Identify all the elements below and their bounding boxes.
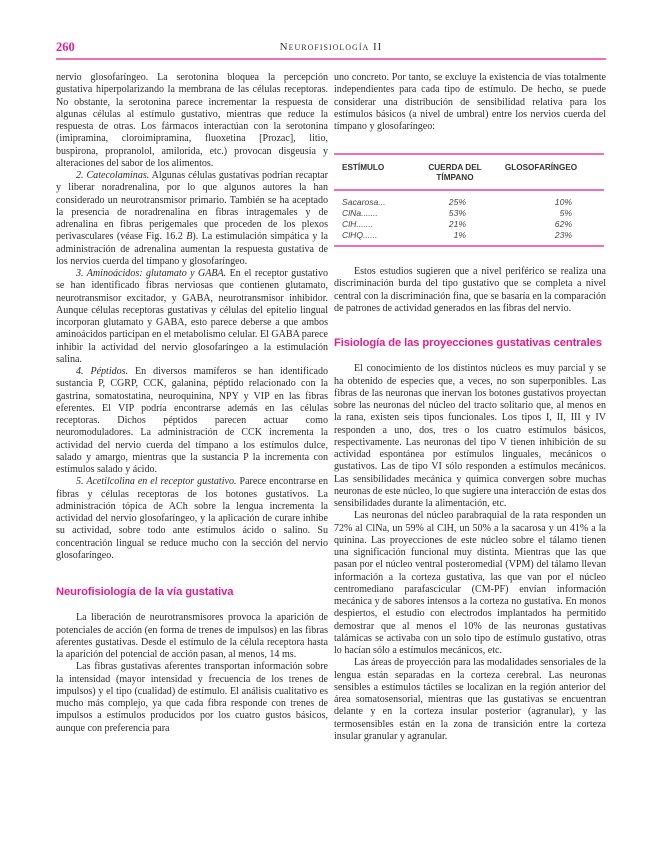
paragraph: Las fibras gustativas aferentes transportan información sobre la intensidad (mayor intensidad y frecuencia de los trenes de impulsos) y el tipo (cualidad) de estímulo. El análisis cualitativo es mucho más complejo, ya que cada fibra responde con trenes de impulsos a estímulos producidos por los cuatro gustos básicos, aunque con preferencia para <box>56 661 328 734</box>
paragraph-catecolaminas <box>56 170 328 268</box>
table-cell: 10% <box>554 197 572 207</box>
table-header <box>334 155 604 189</box>
right-column <box>334 72 606 133</box>
paragraph: Las neuronas del núcleo parabraquial de la rata responden un 72% al ClNa, un 59% al ClH, un 50% a la sacarosa y un 41% a la quinina. Las proyecciones de este núcleo sobre el tálamo tienen una significación funcional muy distinta. Mientras que las que pasan por el núcleo ventral posteromedial (VPM) del tálamo llevan información a la corteza gustativa, las que van por el núcleo centromediano parafascicular (CM-PF) envían información mecánica y de sabores intensos a la corteza no gustativa. En monos despiertos, el estudio con electrodos implantados ha permitido demostrar que al menos el 10% de las neuronas gustativas talámicas se activaba con un solo tipo de estímulo gustativo, otras lo hacían sólo a estímulos mecánicos, etc. <box>334 510 606 656</box>
column-header: ESTÍMULO <box>342 163 385 172</box>
table-cell: 21% <box>448 219 466 229</box>
page-header <box>56 40 606 58</box>
table-bottom-rule <box>334 245 604 247</box>
table-cell: 25% <box>448 197 466 207</box>
table-row <box>342 197 604 208</box>
paragraph: Estos estudios sugieren que a nivel periférico se realiza una discriminación burda del tipo gustativo que se completa a nivel central con la discriminación fina, que se basaría en la comparación de patrones de actividad generados en las fibras del nervio. <box>334 266 606 314</box>
table-cell: 23% <box>554 230 572 240</box>
paragraph-text: En el receptor gustativo se han identificado fibras nerviosas que contienen glutamato, neurotransmisor excitador, y GABA, neurotransmisor inhibidor. Aunque células receptoras gustativas y células del epitelio lingual incorporan glutamato y GABA, esto parece deberse a que ambos aminoácidos participan en el metabolismo celular. El GABA parece inhibir la actividad del nervio glosofaríngeo a la estimulación salina. <box>56 268 329 365</box>
table-row <box>342 230 604 241</box>
table-cell: ClH....... <box>342 219 374 229</box>
paragraph: nervio glosofaríngeo. La serotonina bloquea la percepción gustativa hiperpolarizando la membrana de las células receptoras. No obstante, la serotonina parece incrementar la respuesta de algunas células al estímulo gustativo, mientras que reduce la respuesta de otras. Los fármacos interactúan con la serotonina (imipramina, cloroimipramina, fluoxetina [Prozac], litio, buspirona, propranolol, amilorida, etc.) provocan disgeusia y alteraciones del sabor de los alimentos. <box>56 72 328 169</box>
paragraph: uno concreto. Por tanto, se excluye la existencia de vías totalmente independientes para cada tipo de estímulo. De hecho, se puede considerar una distribución de sensibilidad relativa para los estímulos básicos (a nivel de umbral) entre los nervios cuerda del tímpano y glosofaríngeo: <box>334 72 606 132</box>
column-header: GLOSOFARÍNGEO <box>504 163 578 172</box>
column-header: CUERDA DEL TÍMPANO <box>428 163 482 182</box>
sensitivity-table <box>334 153 604 247</box>
table-cell: ClHQ...... <box>342 230 378 240</box>
figure-ref: B <box>186 231 193 243</box>
paragraph-text: En diversos mamíferos se han identificado sustancia P, CGRP, CCK, galanina, péptido relacionado con la gastrina, somatostatina, neuroquinina, NPY y VIP en las fibras eferentes. El VIP podría encontrarse además en las células receptoras. Dichos péptidos parecen actuar como neuromoduladores. La administración de CCK incrementa la actividad del nervio cuerda del tímpano a los estímulos dulce, salado y amargo, mientras que la sustancia P la incrementa con estímulos salado y ácido. <box>56 366 328 475</box>
paragraph-acetilcolina <box>56 476 328 562</box>
section-heading-via-gustativa: Neurofisiología de la vía gustativa <box>56 586 234 598</box>
running-title: Neurofisiología II <box>279 41 383 53</box>
right-column-continued <box>334 266 606 743</box>
paragraph-text: ). La estimulación simpática y la administración de adrenalina aumentan la respuesta gustativa de los nervios cuerda del tímpano y glosofaríngeo. <box>56 231 328 267</box>
paragraph-peptidos <box>56 366 328 476</box>
paragraph-lead: 3. Aminoácidos: glutamato y GABA. <box>76 268 227 279</box>
paragraph-text: Parece encontrarse en fibras y células receptoras de los botones gustativos. La administración tópica de ACh sobre la lengua incrementa la actividad del nervio glosofaríngeo, y la aplicación de curare inhibe su actividad, sobre todo ante estímulos ácido o salino. Su concentración lingual se reduce mucho con la sección del nervio glosofaríngeo. <box>56 476 328 561</box>
table-cell: 5% <box>559 208 572 218</box>
paragraph-lead: 4. Péptidos. <box>76 366 129 377</box>
paragraph: La liberación de neurotransmisores provoca la aparición de potenciales de acción (en forma de trenes de impulsos) en las fibras aferentes gustativas. Desde el estímulo de la célula receptora hasta la aparición del potencial de acción pasan, al menos, 14 ms. <box>56 612 328 660</box>
table-body <box>334 191 604 245</box>
header-rule <box>56 58 606 60</box>
table-cell: Sacarosa... <box>342 197 386 207</box>
table-cell: 1% <box>453 230 466 240</box>
paragraph-lead: 5. Acetilcolina en el receptor gustativo. <box>76 476 237 488</box>
table-cell: 62% <box>554 219 572 229</box>
left-column <box>56 72 328 735</box>
paragraph-lead: 2. Catecolaminas. <box>76 170 150 181</box>
page-number: 260 <box>56 40 75 54</box>
paragraph: El conocimiento de los distintos núcleos es muy parcial y se ha obtenido de especies que, a veces, no son superponibles. Las fibras de las neuronas que inervan los botones gustativos proyectan sobre las neuronas del núcleo del tracto solitario que, al menos en la rana, existen seis tipos funcionales. Los tipos I, II, III y IV responden a uno, dos, tres o los cuatro estímulos básicos, respectivamente. Las neuronas del tipo V tienen inhibición de su actividad espontánea por estímulos linguales, mecánicos o gustativos. Las de tipo VI sólo responden a estímulos mecánicos. Las sensibilidades mecánica y química convergen sobre muchas neuronas de este núcleo, lo que sugiere una interacción de estas dos sensibilidades durante la alimentación, etc. <box>334 363 606 509</box>
table-cell: ClNa....... <box>342 208 378 218</box>
paragraph: Las áreas de proyección para las modalidades sensoriales de la lengua están separadas en la corteza cerebral. Las neuronas sensibles a estímulos táctiles se localizan en la región anterior del área somatosensorial, mientras que las gustativas se encuentran delante y en la corteza insular posterior (agranular), y las termosensibles están en la zona de transición entre la corteza insular granular y agranular. <box>334 657 606 742</box>
section-heading-proyecciones: Fisiología de las proyecciones gustativas centrales <box>334 337 602 349</box>
paragraph-aminoacidos <box>56 268 328 366</box>
table-row <box>342 219 604 230</box>
paragraph-text: Algunas células gustativas podrían recaptar y liberar noradrenalina, por lo que algunos autores la han considerado un neurotransmisor primario. También se ha aceptado la presencia de noradrenalina en fibras intragemales y de adrenalina en fibras perigemales que proceden de los plexos perivasculares (véase Fig. 16.2 <box>56 170 328 243</box>
table-row <box>342 208 604 219</box>
table-cell: 53% <box>448 208 466 218</box>
